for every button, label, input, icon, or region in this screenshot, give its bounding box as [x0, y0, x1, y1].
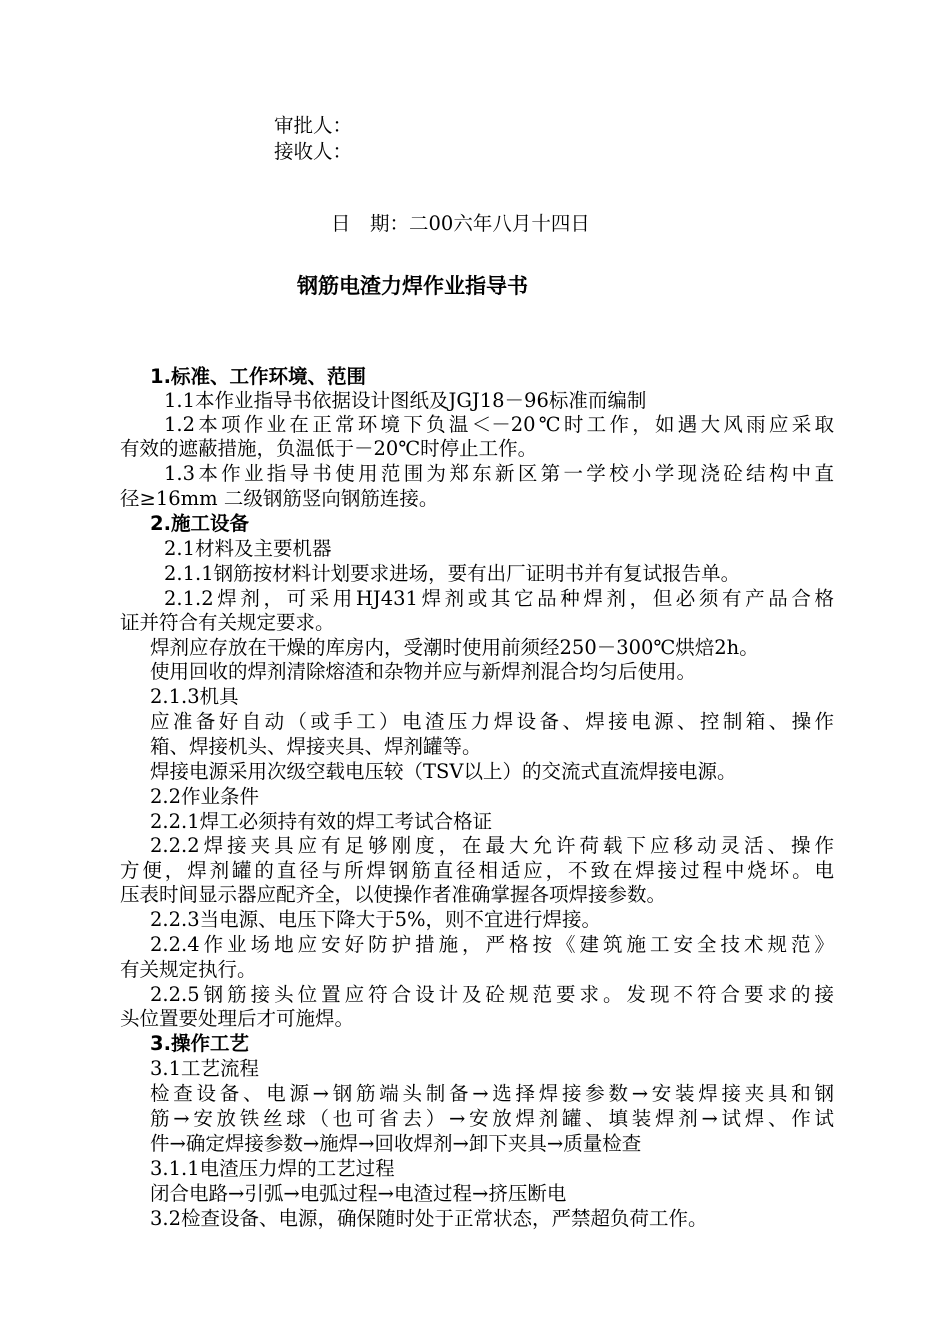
section2-2: 2.2作业条件	[150, 785, 260, 808]
section3-heading: 3.操作工艺	[150, 1032, 249, 1055]
section2-heading: 2.施工设备	[150, 512, 249, 535]
power-source-note: 焊接电源采用次级空载电压较（TSV以上）的交流式直流焊接电源。	[150, 760, 737, 783]
receiver-label: 接收人：	[274, 140, 353, 163]
section2-2-5-line2: 头位置要处理后才可施焊。	[120, 1007, 355, 1030]
approver-label: 审批人：	[274, 114, 353, 137]
section2-2-4-line2: 有关规定执行。	[120, 958, 257, 981]
section2-2-2-line2: 方便，焊剂罐的直径与所焊钢筋直径相适应，不致在焊接过程中烧坏。电	[120, 859, 834, 882]
section2-2-2-line1: 2.2.2焊接夹具应有足够刚度，在最大允许荷载下应移动灵活、操作	[150, 834, 834, 857]
section2-2-3: 2.2.3当电源、电压下降大于5%，则不宜进行焊接。	[150, 908, 602, 931]
section3-1: 3.1工艺流程	[150, 1057, 260, 1080]
process-flow-line1: 检查设备、电源→钢筋端头制备→选择焊接参数→安装焊接夹具和钢	[150, 1082, 834, 1105]
section1-3-line2: 径≥16mm 二级钢筋竖向钢筋连接。	[120, 487, 439, 510]
section2-2-2-line3: 压表时间显示器应配齐全，以使操作者准确掌握各项焊接参数。	[120, 883, 667, 906]
section1-3-line1: 1.3本作业指导书使用范围为郑东新区第一学校小学现浇砼结构中直	[164, 462, 834, 485]
equipment-line2: 箱、焊接机头、焊接夹具、焊剂罐等。	[150, 735, 482, 758]
section3-1-1: 3.1.1电渣压力焊的工艺过程	[150, 1157, 395, 1180]
flux-storage-note: 焊剂应存放在干燥的库房内，受潮时使用前须经250－300℃烘焙2h。	[150, 636, 759, 659]
section2-1: 2.1材料及主要机器	[164, 537, 332, 560]
section2-1-1: 2.1.1钢筋按材料计划要求进场，要有出厂证明书并有复试报告单。	[164, 562, 741, 585]
date-line: 日 期：二00六年八月十四日	[331, 212, 590, 235]
section1-1: 1.1本作业指导书依据设计图纸及JGJ18－96标准而编制	[164, 389, 647, 412]
equipment-line1: 应准备好自动（或手工）电渣压力焊设备、焊接电源、控制箱、操作	[150, 710, 834, 733]
welding-process-flow: 闭合电路→引弧→电弧过程→电渣过程→挤压断电	[150, 1182, 567, 1205]
flux-reuse-note: 使用回收的焊剂清除熔渣和杂物并应与新焊剂混合均匀后使用。	[150, 660, 697, 683]
section1-2-line1: 1.2本项作业在正常环境下负温＜－20℃时工作，如遇大风雨应采取	[164, 413, 834, 436]
section1-2-line2: 有效的遮蔽措施，负温低于－20℃时停止工作。	[120, 437, 538, 460]
section3-2: 3.2检查设备、电源，确保随时处于正常状态，严禁超负荷工作。	[150, 1207, 708, 1230]
section2-1-2-line1: 2.1.2焊剂，可采用HJ431焊剂或其它品种焊剂，但必须有产品合格	[164, 587, 834, 610]
section2-2-1: 2.2.1焊工必须持有效的焊工考试合格证	[150, 810, 493, 833]
section2-2-4-line1: 2.2.4作业场地应安好防护措施，严格按《建筑施工安全技术规范》	[150, 933, 834, 956]
process-flow-line3: 件→确定焊接参数→施焊→回收焊剂→卸下夹具→质量检查	[150, 1132, 642, 1155]
section1-heading: 1.标准、工作环境、范围	[150, 365, 366, 388]
process-flow-line2: 筋→安放铁丝球（也可省去）→安放焊剂罐、填装焊剂→试焊、作试	[150, 1107, 834, 1130]
section2-1-2-line2: 证并符合有关规定要求。	[120, 611, 335, 634]
page-title: 钢筋电渣力焊作业指导书	[297, 274, 528, 298]
section2-1-3: 2.1.3机具	[150, 685, 239, 708]
section2-2-5-line1: 2.2.5钢筋接头位置应符合设计及砼规范要求。发现不符合要求的接	[150, 983, 834, 1006]
